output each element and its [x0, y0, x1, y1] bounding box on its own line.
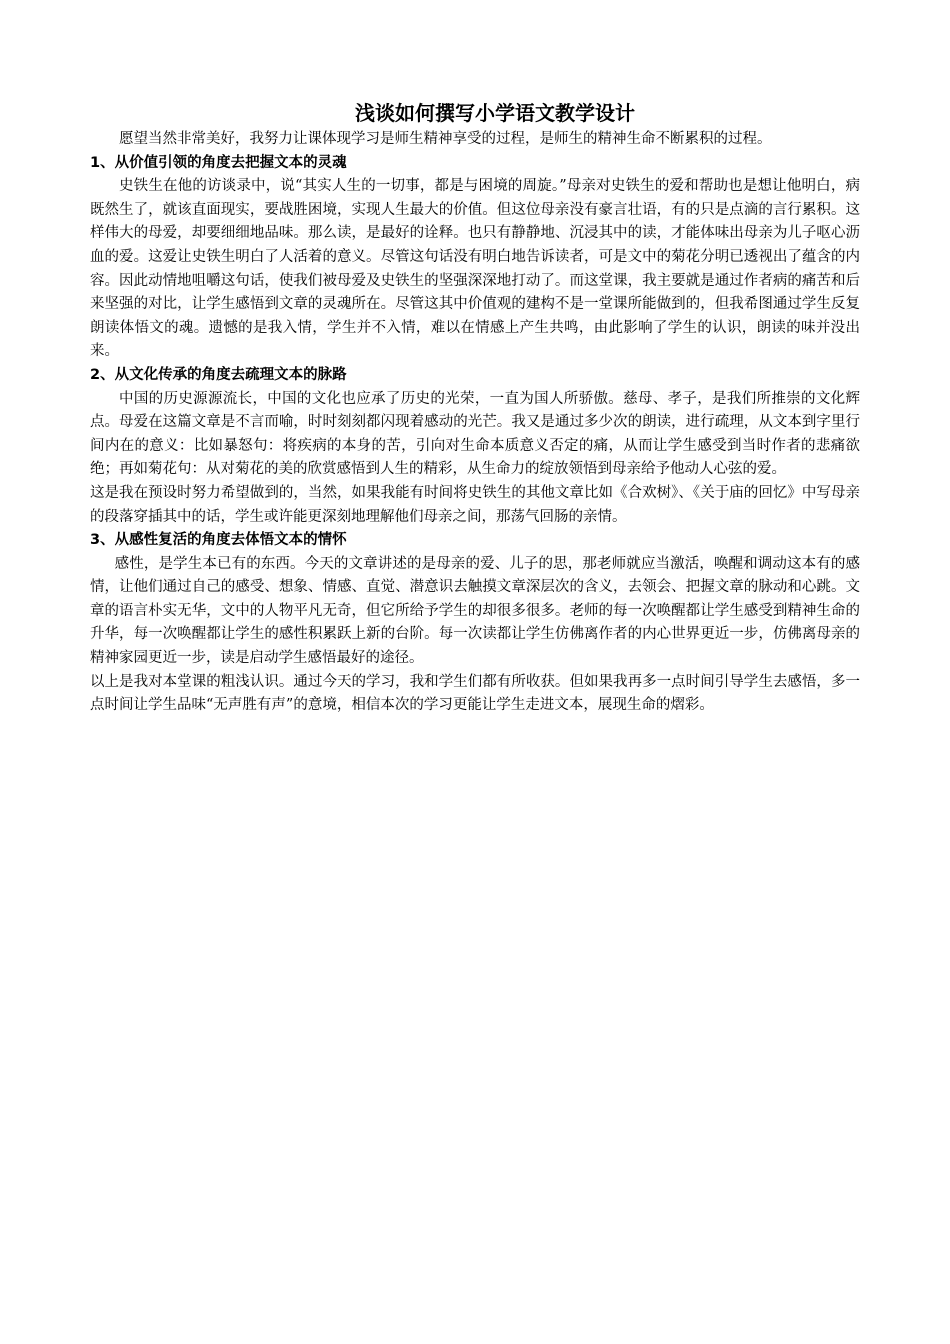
section-3-paragraph-1: 感性，是学生本已有的东西。今天的文章讲述的是母亲的爱、儿子的思，那老师就应当激活，唤醒和调动这本有的感情，让他们通过自己的感受、想象、情感、直觉、潜意识去触摸文章深层次的含义，去领会、把握文章的脉动和心跳。文章的语言朴实无华，文中的人物平凡无奇，但它所给予学生的却很多很多。老师的每一次唤醒都让学生感受到精神生命的升华，每一次唤醒都让学生的感性积累跃上新的台阶。每一次读都让学生仿佛离作者的内心世界更近一步，仿佛离母亲的精神家园更近一步，读是启动学生感悟最好的途径。	[90, 555, 860, 667]
intro-paragraph: 愿望当然非常美好，我努力让课体现学习是师生精神享受的过程，是师生的精神生命不断累积的过程。	[119, 131, 772, 147]
section-2-paragraph-2: 这是我在预设时努力希望做到的，当然，如果我能有时间将史铁生的其他文章比如《合欢树》、《关于庙的回忆》中写母亲的段落穿插其中的话，学生或许能更深刻地理解他们母亲之间，那荡气回肠的亲情。	[90, 484, 860, 525]
section-1-heading: 1、从价值引领的角度去把握文本的灵魂	[90, 154, 347, 171]
section-2-heading: 2、从文化传承的角度去疏理文本的脉路	[90, 366, 347, 383]
document-title: 浅谈如何撰写小学语文教学设计	[355, 101, 635, 125]
section-3-heading: 3、从感性复活的角度去体悟文本的情怀	[90, 532, 347, 549]
document-page	[90, 98, 860, 718]
section-1-paragraph-1: 史铁生在他的访谈录中，说“其实人生的一切事，都是与困境的周旋。”母亲对史铁生的爱和帮助也是想让他明白，病既然生了，就该直面现实，要战胜困境，实现人生最大的价值。但这位母亲没有豪言壮语，有的只是点滴的言行累积。这样伟大的母爱，却要细细地品味。那么读，是最好的诠释。也只有静静地、沉浸其中的读，才能体味出母亲为儿子呕心沥血的爱。这爱让史铁生明白了人活着的意义。尽管这句话没有明白地告诉读者，可是文中的菊花分明已透视出了蕴含的内容。因此动情地咀嚼这句话，使我们被母爱及史铁生的坚强深深地打动了。而这堂课，我主要就是通过作者病的痛苦和后来坚强的对比，让学生感悟到文章的灵魂所在。尽管这其中价值观的建构不是一堂课所能做到的，但我希图通过学生反复朗读体悟文的魂。遗憾的是我入情，学生并不入情，难以在情感上产生共鸣，由此影响了学生的认识，朗读的味并没出来。	[90, 178, 860, 360]
section-3-paragraph-2: 以上是我对本堂课的粗浅认识。通过今天的学习，我和学生们都有所收获。但如果我再多一点时间引导学生去感悟，多一点时间让学生品味“无声胜有声”的意境，相信本次的学习更能让学生走进文本，展现生命的熠彩。	[90, 673, 860, 714]
section-2-paragraph-1: 中国的历史源源流长，中国的文化也应承了历史的光荣，一直为国人所骄傲。慈母、孝子，是我们所推崇的文化辉点。母爱在这篇文章是不言而喻，时时刻刻都闪现着感动的光芒。我又是通过多少次的朗读，进行疏理，从文本到字里行间内在的意义：比如暴怒句：将疾病的本身的苦，引向对生命本质意义否定的痛，从而让学生感受到当时作者的悲痛欲绝；再如菊花句：从对菊花的美的欣赏感悟到人生的精彩，从生命力的绽放领悟到母亲给予他动人心弦的爱。	[90, 390, 860, 478]
